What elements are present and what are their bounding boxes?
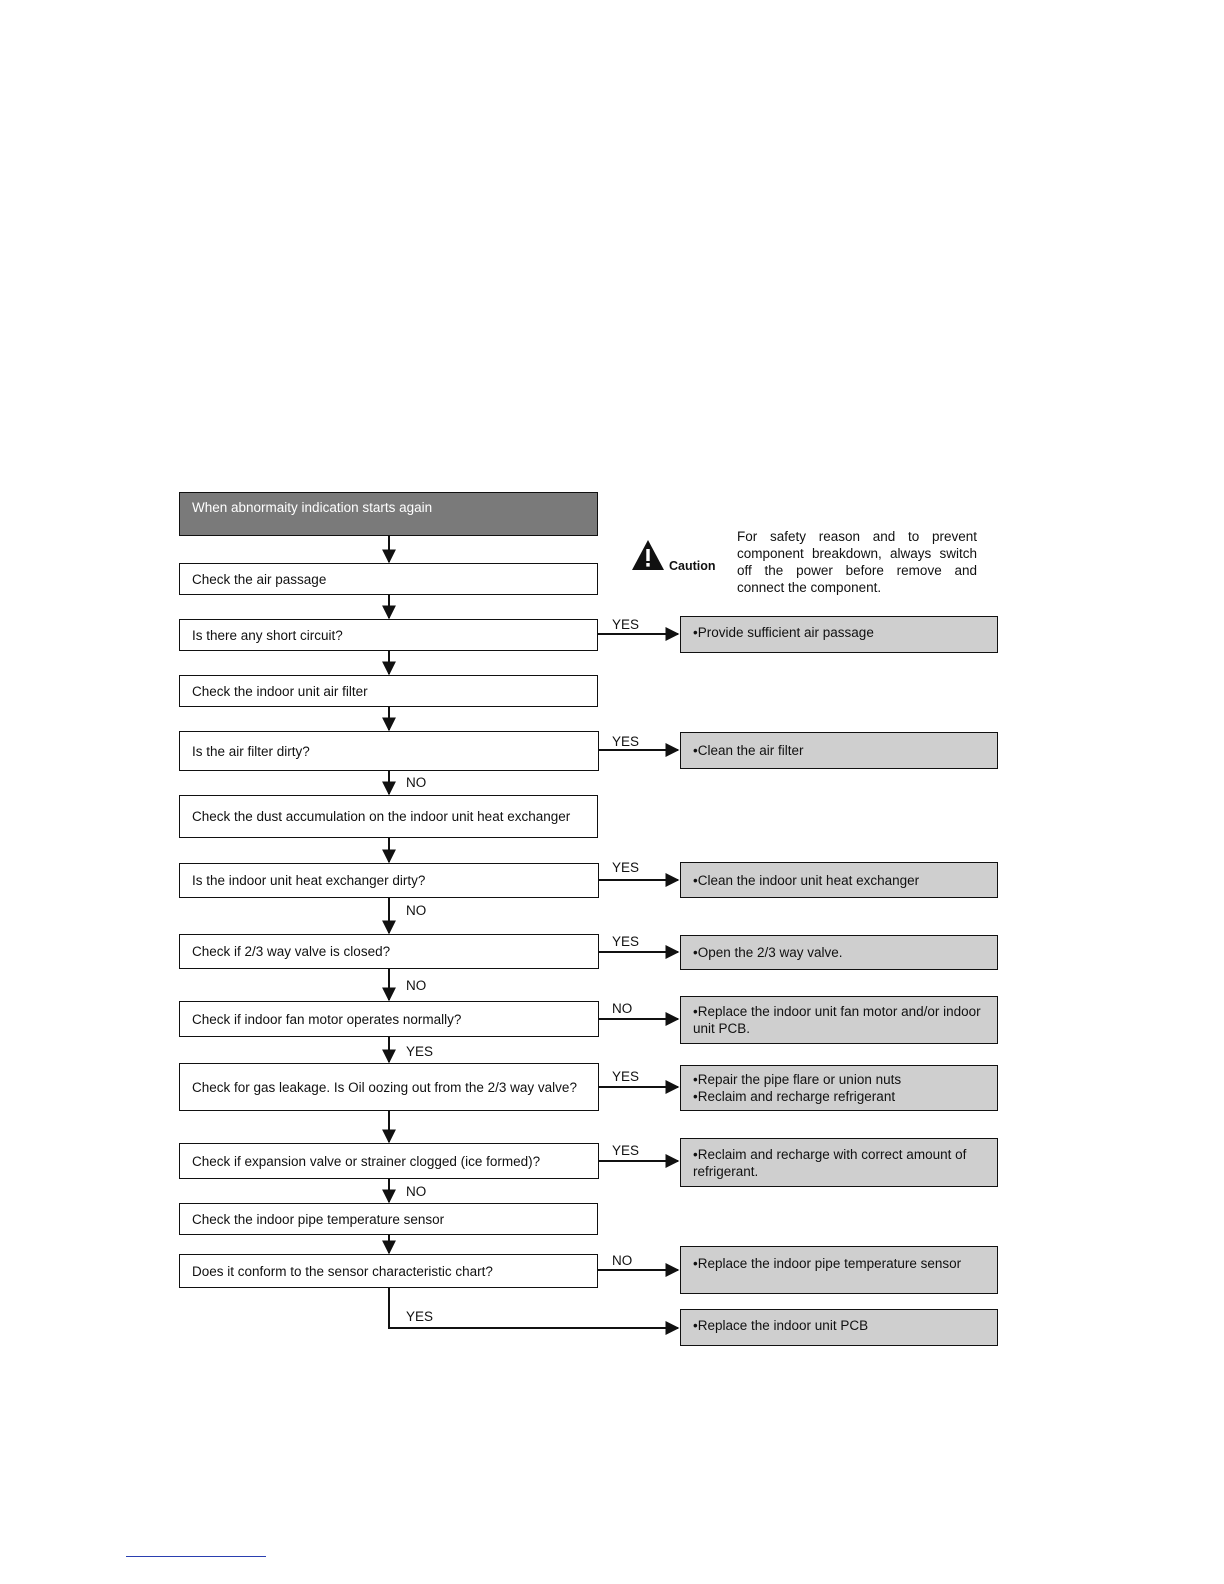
step-text: Check the dust accumulation on the indoor unit heat exchanger: [192, 809, 571, 824]
step-fan-motor: [179, 1001, 599, 1037]
step-dust-accumulation: [179, 795, 598, 838]
label-yes: YES: [612, 734, 640, 749]
result-replace-fan-motor: [680, 996, 998, 1044]
result-air-passage: [680, 616, 998, 653]
step-short-circuit: [179, 619, 598, 651]
step-valve-closed: [179, 934, 599, 969]
step-check-air-passage: [179, 563, 598, 595]
warning-triangle-icon: [630, 538, 666, 572]
label-no: NO: [406, 775, 427, 790]
step-text: Check if indoor fan motor operates normally?: [192, 1011, 462, 1027]
step-text: Check for gas leakage. Is Oil oozing out from the 2/3 way valve?: [192, 1079, 577, 1095]
label-yes: YES: [612, 1143, 640, 1158]
step-text: Check the air passage: [192, 571, 327, 587]
step-text: Check the indoor unit air filter: [192, 683, 368, 699]
result-text: •Replace the indoor unit fan motor and/or indoor unit PCB.: [693, 1004, 981, 1036]
start-box: [179, 492, 598, 536]
step-text: Is the indoor unit heat exchanger dirty?: [192, 873, 426, 888]
result-repair-pipe: [680, 1065, 998, 1111]
label-yes: YES: [612, 1069, 640, 1084]
result-recharge-correct-amount: [680, 1138, 998, 1187]
result-text: •Reclaim and recharge with correct amount of refrigerant.: [693, 1146, 967, 1179]
step-text: Does it conform to the sensor characteristic chart?: [192, 1263, 493, 1279]
result-clean-heat-exchanger: [680, 862, 998, 898]
result-text: •Clean the indoor unit heat exchanger: [693, 872, 920, 888]
step-text: Check if 2/3 way valve is closed?: [192, 944, 391, 959]
result-text: •Repair the pipe flare or union nuts: [693, 1072, 902, 1087]
caution-text: For safety reason and to prevent component breakdown, always switch off the power before remove and connect the component.: [737, 529, 977, 595]
caution-label: Caution: [669, 559, 716, 573]
label-no: NO: [406, 903, 427, 918]
step-text: Check if expansion valve or strainer clogged (ice formed)?: [192, 1153, 541, 1169]
step-pipe-sensor: [179, 1203, 598, 1235]
step-text: Is there any short circuit?: [192, 627, 343, 643]
label-no: NO: [406, 1184, 427, 1199]
step-sensor-chart: [179, 1254, 598, 1288]
result-text: •Replace the indoor pipe temperature sensor: [693, 1256, 962, 1271]
step-text: Check the indoor pipe temperature sensor: [192, 1211, 445, 1227]
result-text: •Clean the air filter: [693, 743, 804, 758]
result-text: •Open the 2/3 way valve.: [693, 945, 843, 960]
label-yes: YES: [612, 934, 640, 949]
step-filter-dirty: [179, 731, 599, 771]
label-yes: YES: [612, 860, 640, 875]
label-yes: YES: [406, 1044, 434, 1059]
step-gas-leakage: [179, 1063, 599, 1111]
label-no: NO: [406, 978, 427, 993]
result-replace-sensor: [680, 1246, 998, 1294]
step-text: Is the air filter dirty?: [192, 743, 310, 759]
label-no: NO: [612, 1001, 633, 1016]
label-no: NO: [612, 1253, 633, 1268]
result-clean-filter: [680, 732, 998, 769]
result-text: •Provide sufficient air passage: [693, 625, 874, 640]
result-text: •Reclaim and recharge refrigerant: [693, 1089, 896, 1104]
footer-rule: [126, 1556, 266, 1557]
start-text: When abnormaity indication starts again: [192, 500, 433, 515]
label-yes: YES: [612, 617, 640, 632]
result-replace-pcb: [680, 1309, 998, 1346]
step-check-air-filter: [179, 675, 598, 707]
label-yes: YES: [406, 1309, 434, 1324]
result-text: •Replace the indoor unit PCB: [693, 1318, 869, 1333]
step-expansion-valve: [179, 1143, 599, 1179]
step-heat-exchanger-dirty: [179, 863, 599, 898]
result-open-valve: [680, 935, 998, 970]
